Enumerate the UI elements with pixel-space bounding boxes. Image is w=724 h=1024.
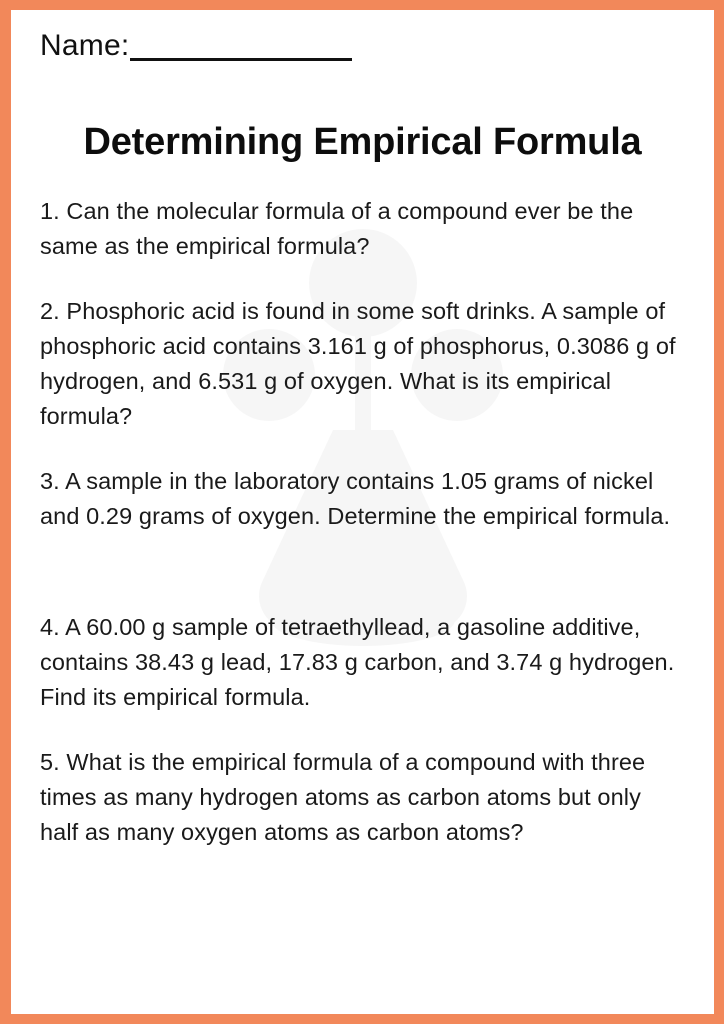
page-title: Determining Empirical Formula [83,121,642,163]
name-label: Name: [40,29,130,62]
worksheet-content [11,10,714,1014]
question-item-3: 3. A sample in the laboratory contains 1.05 grams of nickel and 0.29 grams of oxygen. Determine the empirical formula. [40,468,671,529]
name-input-blank[interactable] [130,35,352,61]
worksheet-paper [11,10,714,1014]
question-item-5: 5. What is the empirical formula of a compound with three times as many hydrogen atoms as carbon atoms but only half as many oxygen atoms as carbon atoms? [40,749,646,845]
question-list [31,194,694,850]
question-item-4: 4. A 60.00 g sample of tetraethyllead, a gasoline additive, contains 38.43 g lead, 17.83 g carbon, and 3.74 g hydrogen. Find its empirical formula. [40,614,675,710]
question-item-2: 2. Phosphoric acid is found in some soft drinks. A sample of phosphoric acid contains 3.161 g of phosphorus, 0.3086 g of hydrogen, and 6.531 g of oxygen. What is its empirical formula? [40,298,676,429]
question-item-1: 1. Can the molecular formula of a compound ever be the same as the empirical formula? [40,198,634,259]
name-field-row [31,10,694,61]
